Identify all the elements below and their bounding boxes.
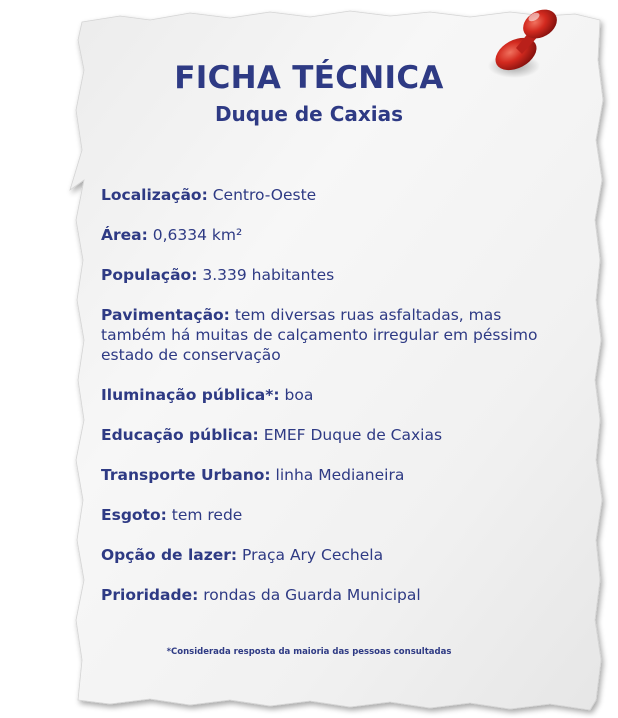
field-value: EMEF Duque de Caxias — [258, 426, 443, 444]
field-label: População: — [101, 266, 198, 284]
field-value: boa — [279, 386, 314, 404]
field-value: Praça Ary Cechela — [237, 546, 384, 564]
field-value: Centro-Oeste — [207, 186, 317, 204]
field-transporte — [101, 465, 541, 485]
field-lazer — [101, 545, 541, 565]
field-prioridade — [101, 585, 541, 605]
footnote: *Considerada resposta da maioria das pessoas consultadas — [166, 647, 452, 657]
field-iluminacao — [101, 385, 541, 405]
page-title: FICHA TÉCNICA — [174, 60, 444, 96]
page-subtitle: Duque de Caxias — [214, 102, 404, 126]
field-educacao — [101, 425, 541, 445]
field-label: Prioridade: — [101, 586, 199, 604]
field-label: Transporte Urbano: — [101, 466, 271, 484]
field-area — [101, 225, 541, 245]
field-value: tem rede — [166, 506, 243, 524]
field-pavimentacao — [101, 305, 541, 365]
field-label: Localização: — [101, 186, 208, 204]
field-label: Esgoto: — [101, 506, 167, 524]
field-value: linha Medianeira — [270, 466, 405, 484]
field-value: tem diversas ruas asfaltadas, mas também há muitas de calçamento irregular em péssimo estado de conservação — [101, 306, 538, 364]
field-value: 3.339 habitantes — [197, 266, 335, 284]
field-localizacao — [101, 185, 541, 205]
field-value: 0,6334 km² — [147, 226, 243, 244]
field-populacao — [101, 265, 541, 285]
field-label: Iluminação pública*: — [101, 386, 280, 404]
field-label: Área: — [101, 226, 148, 244]
field-label: Opção de lazer: — [101, 546, 238, 564]
info-list — [101, 185, 541, 625]
field-label: Pavimentação: — [101, 306, 230, 324]
field-value: rondas da Guarda Municipal — [198, 586, 421, 604]
field-label: Educação pública: — [101, 426, 259, 444]
field-esgoto — [101, 505, 541, 525]
